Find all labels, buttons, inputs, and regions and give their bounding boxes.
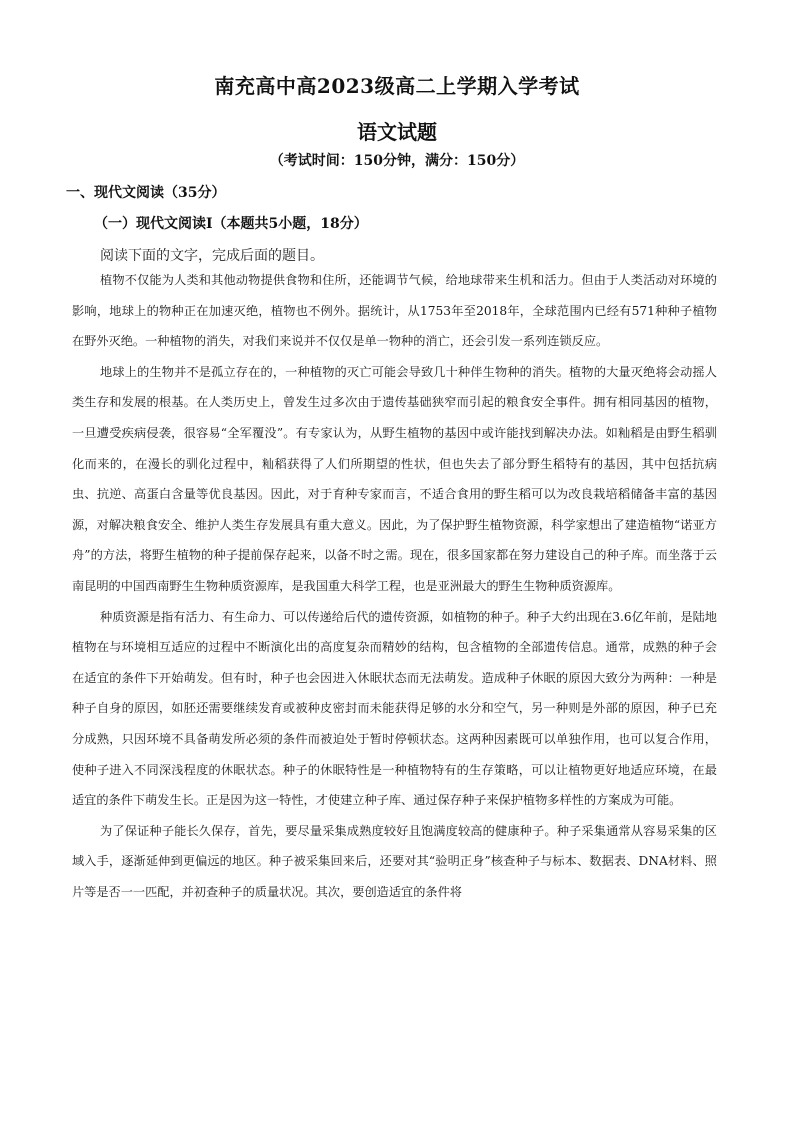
reading-passage bbox=[72, 265, 717, 907]
exam-time-score: （考试时间：150分钟，满分：150分） bbox=[269, 153, 525, 169]
passage-paragraph-3: 种质资源是指有活力、有生命力、可以传递给后代的遗传资源，如植物的种子。种子大约出现在3.6亿年前，是陆地植物在与环境相互适应的过程中不断演化出的高度复杂而精妙的结构，包含植物的全部遗传信息。通常，成熟的种子会在适宜的条件下开始萌发。但有时，种子也会因进入休眠状态而无法萌发。造成种子休眠的原因大致分为两种：一种是种子自身的原因，如胚还需要继续发育或被种皮密封而未能获得足够的水分和空气，另一种则是外部的原因，种子已充分成熟，只因环境不具备萌发所必须的条件而被迫处于暂时停顿状态。这两种因素既可以单独作用，也可以复合作用，使种子进入不同深浅程度的休眠状态。种子的休眠特性是一种植物特有的生存策略，可以让植物更好地适应环境，在最适宜的条件下萌发生长。正是因为这一特性，才使建立种子库、通过保存种子来保护植物多样性的方案成为可能。 bbox=[72, 609, 717, 808]
exam-title: 南充高中高2023级高二上学期入学考试 bbox=[214, 74, 580, 98]
passage-paragraph-2: 地球上的生物并不是孤立存在的，一种植物的灭亡可能会导致几十种伴生物种的消失。植物的大量灭绝将会动摇人类生存和发展的根基。在人类历史上，曾发生过多次由于遗传基础狭窄而引起的粮食安全事件。拥有相同基因的植物，一旦遭受疾病侵袭，很容易“全军覆没”。有专家认为，从野生植物的基因中或许能找到解决办法。如籼稻是由野生稻驯化而来的，在漫长的驯化过程中，籼稻获得了人们所期望的性状，但也失去了部分野生稻特有的基因，其中包括抗病虫、抗逆、高蛋白含量等优良基因。因此，对于育种专家而言，不适合食用的野生稻可以为改良栽培稻储备丰富的基因源，对解决粮食安全、维护人类生存发展具有重大意义。因此，为了保护野生植物资源，科学家想出了建造植物“诺亚方舟”的方法，将野生植物的种子提前保存起来，以备不时之需。现在，很多国家都在努力建设自己的种子库。而坐落于云南昆明的中国西南野生生物种质资源库，是我国重大科学工程，也是亚洲最大的野生生物种质资源库。 bbox=[72, 364, 717, 593]
exam-subject: 语文试题 bbox=[357, 120, 437, 144]
passage-paragraph-1: 植物不仅能为人类和其他动物提供食物和住所，还能调节气候，给地球带来生机和活力。但由于人类活动对环境的影响，地球上的物种正在加速灭绝，植物也不例外。据统计，从1753年至2018年，全球范围内已经有571种种子植物在野外灭绝。一种植物的消失，对我们来说并不仅仅是单一物种的消亡，还会引发一系列连锁反应。 bbox=[72, 273, 717, 349]
subsection-heading: （一）现代文阅读Ⅰ（本题共5小题，18分） bbox=[94, 216, 368, 232]
reading-instruction: 阅读下面的文字，完成后面的题目。 bbox=[100, 248, 324, 264]
passage-paragraph-4: 为了保证种子能长久保存，首先，要尽量采集成熟度较好且饱满度较高的健康种子。种子采集通常从容易采集的区域入手，逐渐延伸到更偏远的地区。种子被采集回来后，还要对其“验明正身”核查种子与标本、数据表、DNA材料、照片等是否一一匹配，并初查种子的质量状况。其次，要创造适宜的条件将 bbox=[72, 823, 717, 899]
section-heading: 一、现代文阅读（35分） bbox=[66, 185, 226, 201]
